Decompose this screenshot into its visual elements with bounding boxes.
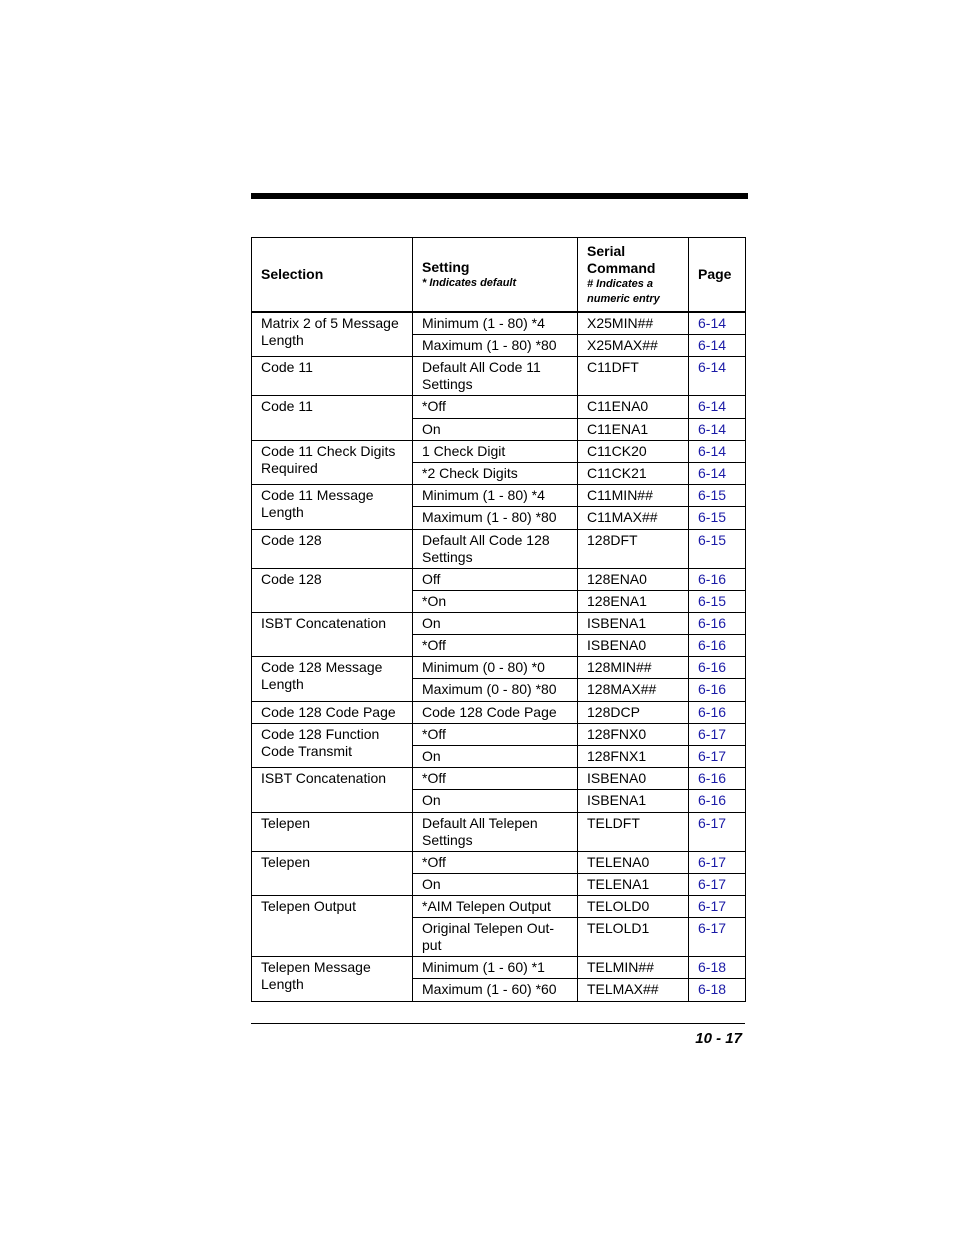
setting-cell: Default All Code 128 Settings xyxy=(413,529,578,568)
serial-command-cell: TELENA0 xyxy=(578,851,689,873)
page-cell xyxy=(689,812,746,851)
header-page: Page xyxy=(689,238,746,313)
header-selection: Selection xyxy=(252,238,413,313)
page-link[interactable]: 6-17 xyxy=(698,853,727,870)
page-link[interactable]: 6-17 xyxy=(698,920,727,937)
page-link[interactable]: 6-15 xyxy=(698,592,727,609)
header-serial-command: Serial Command # Indicates a numeric entry xyxy=(578,238,689,313)
selection-cell: Code 11 xyxy=(252,357,413,396)
serial-command-cell: ISBENA1 xyxy=(578,612,689,634)
page-link[interactable]: 6-16 xyxy=(698,614,727,631)
serial-command-table xyxy=(251,237,746,1002)
page-cell xyxy=(689,462,746,484)
serial-note-line-1: # Indicates a xyxy=(587,277,654,290)
page-cell xyxy=(689,657,746,679)
page-cell xyxy=(689,957,746,979)
table-row xyxy=(252,812,746,851)
page-cell xyxy=(689,790,746,812)
setting-cell: *Off xyxy=(413,851,578,873)
setting-note: * Indicates default xyxy=(422,276,517,289)
page-cell xyxy=(689,312,746,335)
serial-command-cell: TELOLD0 xyxy=(578,895,689,917)
page-link[interactable]: 6-14 xyxy=(698,359,727,376)
table-row xyxy=(252,312,746,335)
table-row xyxy=(252,568,746,590)
setting-cell: Minimum (1 - 60) *1 xyxy=(413,957,578,979)
page-link[interactable]: 6-18 xyxy=(698,981,727,998)
serial-command-cell: X25MIN## xyxy=(578,312,689,335)
page-cell xyxy=(689,851,746,873)
setting-cell: Maximum (1 - 80) *80 xyxy=(413,507,578,529)
page-cell xyxy=(689,335,746,357)
selection-cell: Matrix 2 of 5 Message Length xyxy=(252,312,413,357)
serial-command-cell: TELENA1 xyxy=(578,873,689,895)
selection-cell: Code 11 xyxy=(252,396,413,440)
header-setting: Setting * Indicates default xyxy=(413,238,578,313)
page-cell xyxy=(689,612,746,634)
page-cell xyxy=(689,507,746,529)
serial-command-cell: TELOLD1 xyxy=(578,918,689,957)
table-row xyxy=(252,723,746,745)
table-row xyxy=(252,768,746,790)
page-cell xyxy=(689,979,746,1001)
selection-cell: Code 11 Message Length xyxy=(252,485,413,529)
serial-command-cell: C11MAX## xyxy=(578,507,689,529)
page-link[interactable]: 6-17 xyxy=(698,875,727,892)
setting-cell: Default All Code 11 Settings xyxy=(413,357,578,396)
serial-command-cell: 128FNX1 xyxy=(578,746,689,768)
table-row xyxy=(252,895,746,917)
selection-cell: Telepen Output xyxy=(252,895,413,956)
serial-command-cell: TELDFT xyxy=(578,812,689,851)
serial-command-cell: C11ENA1 xyxy=(578,418,689,440)
setting-cell: Original Telepen Out-put xyxy=(413,918,578,957)
serial-command-cell: C11CK20 xyxy=(578,440,689,462)
page-link[interactable]: 6-16 xyxy=(698,770,727,787)
setting-cell: 1 Check Digit xyxy=(413,440,578,462)
setting-cell: On xyxy=(413,746,578,768)
page-cell xyxy=(689,418,746,440)
page-cell xyxy=(689,590,746,612)
serial-command-cell: C11MIN## xyxy=(578,485,689,507)
page-link[interactable]: 6-14 xyxy=(698,337,727,354)
page-link[interactable]: 6-15 xyxy=(698,531,727,548)
selection-cell: Code 11 Check Digits Required xyxy=(252,440,413,484)
page-cell xyxy=(689,768,746,790)
page-cell xyxy=(689,440,746,462)
serial-command-cell: C11ENA0 xyxy=(578,396,689,418)
selection-cell: Code 128 Message Length xyxy=(252,657,413,701)
serial-command-cell: 128ENA1 xyxy=(578,590,689,612)
setting-cell: Maximum (1 - 80) *80 xyxy=(413,335,578,357)
setting-cell: Minimum (1 - 80) *4 xyxy=(413,312,578,335)
page-cell xyxy=(689,396,746,418)
page-cell xyxy=(689,701,746,723)
page-link[interactable]: 6-15 xyxy=(698,487,727,504)
setting-cell: Code 128 Code Page xyxy=(413,701,578,723)
serial-note-line-2: numeric entry xyxy=(587,292,660,305)
setting-cell: Default All Telepen Settings xyxy=(413,812,578,851)
selection-cell: Code 128 xyxy=(252,529,413,568)
setting-cell: On xyxy=(413,790,578,812)
page-cell xyxy=(689,568,746,590)
setting-cell: On xyxy=(413,418,578,440)
table-row xyxy=(252,657,746,679)
serial-command-cell: C11DFT xyxy=(578,357,689,396)
page-link[interactable]: 6-18 xyxy=(698,959,727,976)
setting-cell: *Off xyxy=(413,768,578,790)
setting-cell: Off xyxy=(413,568,578,590)
setting-cell: *2 Check Digits xyxy=(413,462,578,484)
page-cell xyxy=(689,873,746,895)
setting-cell: Maximum (1 - 60) *60 xyxy=(413,979,578,1001)
serial-command-cell: 128DFT xyxy=(578,529,689,568)
page-link[interactable]: 6-16 xyxy=(698,703,727,720)
table-row xyxy=(252,485,746,507)
serial-command-cell: 128FNX0 xyxy=(578,723,689,745)
page-link[interactable]: 6-14 xyxy=(698,420,727,437)
page-link[interactable]: 6-15 xyxy=(698,509,727,526)
page-cell xyxy=(689,357,746,396)
table-row xyxy=(252,529,746,568)
page-link[interactable]: 6-16 xyxy=(698,681,727,698)
selection-cell: Telepen xyxy=(252,851,413,895)
serial-command-cell: 128MAX## xyxy=(578,679,689,701)
serial-command-cell: 128ENA0 xyxy=(578,568,689,590)
setting-cell: Minimum (1 - 80) *4 xyxy=(413,485,578,507)
serial-command-cell: ISBENA1 xyxy=(578,790,689,812)
page-cell xyxy=(689,485,746,507)
page-cell xyxy=(689,679,746,701)
page-link[interactable]: 6-14 xyxy=(698,398,727,415)
selection-cell: Code 128 Function Code Transmit xyxy=(252,723,413,767)
serial-command-cell: X25MAX## xyxy=(578,335,689,357)
top-rule xyxy=(251,193,748,199)
serial-command-cell: ISBENA0 xyxy=(578,768,689,790)
serial-command-cell: C11CK21 xyxy=(578,462,689,484)
serial-command-cell: ISBENA0 xyxy=(578,635,689,657)
bottom-rule xyxy=(251,1023,745,1024)
table-row xyxy=(252,612,746,634)
selection-cell: ISBT Concatenation xyxy=(252,612,413,656)
setting-cell: Minimum (0 - 80) *0 xyxy=(413,657,578,679)
page-link[interactable]: 6-14 xyxy=(698,464,727,481)
page-cell xyxy=(689,723,746,745)
setting-cell: *Off xyxy=(413,723,578,745)
selection-cell: Telepen Message Length xyxy=(252,957,413,1001)
page-cell xyxy=(689,746,746,768)
page-link[interactable]: 6-14 xyxy=(698,442,727,459)
table-header-row xyxy=(252,238,746,313)
page-link[interactable]: 6-16 xyxy=(698,659,727,676)
page-cell xyxy=(689,895,746,917)
table-row xyxy=(252,357,746,396)
page-link[interactable]: 6-17 xyxy=(698,897,727,914)
page-cell xyxy=(689,918,746,957)
page-link[interactable]: 6-17 xyxy=(698,814,727,831)
selection-cell: ISBT Concatenation xyxy=(252,768,413,812)
table-row xyxy=(252,957,746,979)
page-link[interactable]: 6-16 xyxy=(698,792,727,809)
serial-command-cell: TELMIN## xyxy=(578,957,689,979)
page-link[interactable]: 6-17 xyxy=(698,748,727,764)
selection-cell: Telepen xyxy=(252,812,413,851)
setting-cell: On xyxy=(413,873,578,895)
setting-cell: On xyxy=(413,612,578,634)
serial-command-cell: 128MIN## xyxy=(578,657,689,679)
page-link[interactable]: 6-17 xyxy=(698,725,727,742)
page-cell xyxy=(689,635,746,657)
page-cell xyxy=(689,529,746,568)
selection-cell: Code 128 xyxy=(252,568,413,612)
selection-cell: Code 128 Code Page xyxy=(252,701,413,723)
setting-cell: *Off xyxy=(413,396,578,418)
serial-command-cell: 128DCP xyxy=(578,701,689,723)
table-row xyxy=(252,440,746,462)
setting-cell: *AIM Telepen Output xyxy=(413,895,578,917)
page-number: 10 - 17 xyxy=(695,1030,742,1047)
page-link[interactable]: 6-16 xyxy=(698,637,727,654)
table-body xyxy=(252,312,746,1001)
setting-cell: Maximum (0 - 80) *80 xyxy=(413,679,578,701)
table-row xyxy=(252,396,746,418)
serial-command-cell: TELMAX## xyxy=(578,979,689,1001)
table-row xyxy=(252,701,746,723)
setting-cell: *Off xyxy=(413,635,578,657)
table-row xyxy=(252,851,746,873)
page-link[interactable]: 6-14 xyxy=(698,315,727,331)
page-link[interactable]: 6-16 xyxy=(698,570,727,587)
setting-cell: *On xyxy=(413,590,578,612)
